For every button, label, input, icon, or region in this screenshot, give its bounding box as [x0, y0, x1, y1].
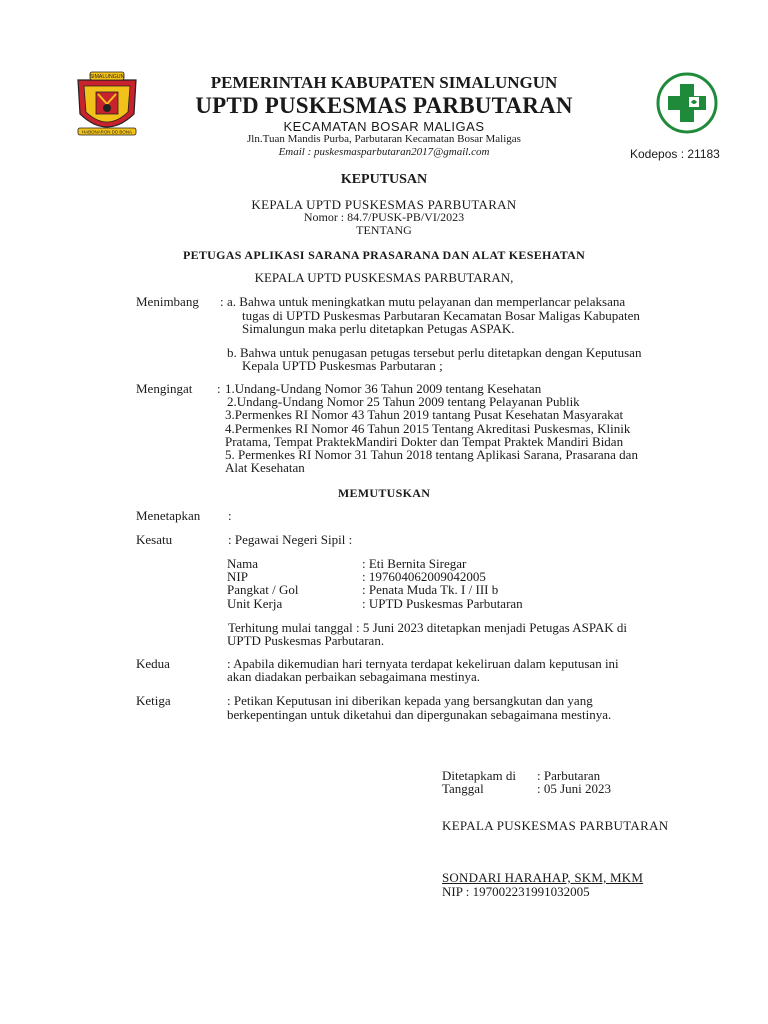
mengingat-line2: 2.Undang-Undang Nomor 25 Tahun 2009 tentang Pelayanan Publik — [227, 394, 580, 409]
mengingat-colon: : — [217, 381, 221, 396]
menetapkan-label: Menetapkan — [136, 508, 201, 523]
address-line: Jln.Tuan Mandis Purba, Parbutaran Kecamatan Bosar Maligas — [247, 133, 521, 145]
signed-date-label: Tanggal — [442, 781, 484, 796]
field-nip-label: NIP — [227, 569, 248, 584]
email-line: Email : puskesmasparbutaran2017@gmail.com — [278, 146, 490, 158]
menimbang-b-line2: Kepala UPTD Puskesmas Parbutaran ; — [242, 358, 443, 373]
field-nama-label: Nama — [227, 556, 259, 571]
signatory-position: KEPALA PUSKESMAS PARBUTARAN — [442, 818, 669, 833]
mengingat-label: Mengingat — [136, 381, 193, 396]
menimbang-label: Menimbang — [136, 294, 199, 309]
menimbang-a-line3: Simalungun maka perlu ditetapkan Petugas ASPAK. — [242, 321, 515, 336]
memutuskan-heading: MEMUTUSKAN — [337, 486, 431, 500]
terhitung-line1: Terhitung mulai tanggal : 5 Juni 2023 ditetapkan menjadi Petugas ASPAK di — [228, 620, 628, 635]
menimbang-colon: : — [220, 294, 224, 309]
field-pangkat-value: : Penata Muda Tk. I / III b — [362, 582, 499, 597]
menimbang-a-line1: a. Bahwa untuk meningkatkan mutu pelayanan dan memperlancar pelaksana — [227, 294, 626, 309]
signatory-name: SONDARI HARAHAP, SKM, MKM — [442, 870, 644, 885]
mengingat-line3: 3.Permenkes RI Nomor 43 Tahun 2019 tantang Pusat Kesehatan Masyarakat — [225, 407, 624, 422]
mengingat-line1: 1.Undang-Undang Nomor 36 Tahun 2009 tentang Kesehatan — [225, 381, 542, 396]
issuer-line: KEPALA UPTD PUSKESMAS PARBUTARAN — [251, 197, 517, 212]
kesatu-label: Kesatu — [136, 532, 173, 547]
ketiga-label: Ketiga — [136, 693, 171, 708]
ketiga-line2: berkepentingan untuk diketahui dan dipergunakan sebagaimana mestinya. — [227, 707, 612, 722]
postal-code: Kodepos : 21183 — [630, 147, 720, 161]
menetapkan-colon: : — [228, 508, 232, 523]
kesatu-value: : Pegawai Negeri Sipil : — [228, 532, 353, 547]
kedua-line1: : Apabila dikemudian hari ternyata terdapat kekeliruan dalam keputusan ini — [227, 656, 619, 671]
kedua-line2: akan diadakan perbaikan sebagaimana mestinya. — [227, 669, 481, 684]
signed-place-label: Ditetapkam di — [442, 768, 517, 783]
mengingat-line4: 4.Permenkes RI Nomor 46 Tahun 2015 Tentang Akreditasi Puskesmas, Klinik — [225, 421, 631, 436]
gov-heading: PEMERINTAH KABUPATEN SIMALUNGUN — [210, 73, 558, 92]
mengingat-line7: Alat Kesehatan — [225, 460, 305, 475]
field-nip-value: : 197604062009042005 — [362, 569, 486, 584]
decree-number: Nomor : 84.7/PUSK-PB/VI/2023 — [303, 210, 465, 224]
preamble-line: KEPALA UPTD PUSKESMAS PARBUTARAN, — [254, 270, 514, 285]
mengingat-line5: Pratama, Tempat PraktekMandiri Dokter dan Tempat Praktek Mandiri Bidan — [225, 434, 624, 449]
logo-left-top-text: SIMALUNGUN — [89, 74, 125, 81]
menimbang-a-line2: tugas di UPTD Puskesmas Parbutaran Kecamatan Bosar Maligas Kabupaten — [242, 308, 640, 323]
district-heading: KECAMATAN BOSAR MALIGAS — [283, 119, 485, 134]
kedua-label: Kedua — [136, 656, 170, 671]
menimbang-b-line1: b. Bahwa untuk penugasan petugas tersebut perlu ditetapkan dengan Keputusan — [227, 345, 642, 360]
institution-heading: UPTD PUSKESMAS PARBUTARAN — [195, 93, 573, 118]
signed-place-value: : Parbutaran — [537, 768, 601, 783]
mengingat-line6: 5. Permenkes RI Nomor 31 Tahun 2018 tentang Aplikasi Sarana, Prasarana dan — [225, 447, 638, 462]
field-nama-value: : Eti Bernita Siregar — [362, 556, 467, 571]
ketiga-line1: : Petikan Keputusan ini diberikan kepada yang bersangkutan dan yang — [227, 693, 593, 708]
signed-date-value: : 05 Juni 2023 — [537, 781, 612, 796]
terhitung-line2: UPTD Puskesmas Parbutaran. — [227, 633, 385, 648]
signatory-nip: NIP : 197002231991032005 — [442, 884, 590, 899]
logo-left-bottom-text: HABONARON DO BONA — [82, 129, 132, 135]
decree-subject: PETUGAS APLIKASI SARANA PRASARANA DAN ALAT KESEHATAN — [182, 248, 586, 262]
field-unit-value: : UPTD Puskesmas Parbutaran — [362, 596, 523, 611]
document-type: KEPUTUSAN — [340, 172, 428, 187]
field-pangkat-label: Pangkat / Gol — [227, 582, 299, 597]
about-line: TENTANG — [356, 223, 412, 237]
field-unit-label: Unit Kerja — [227, 596, 283, 611]
